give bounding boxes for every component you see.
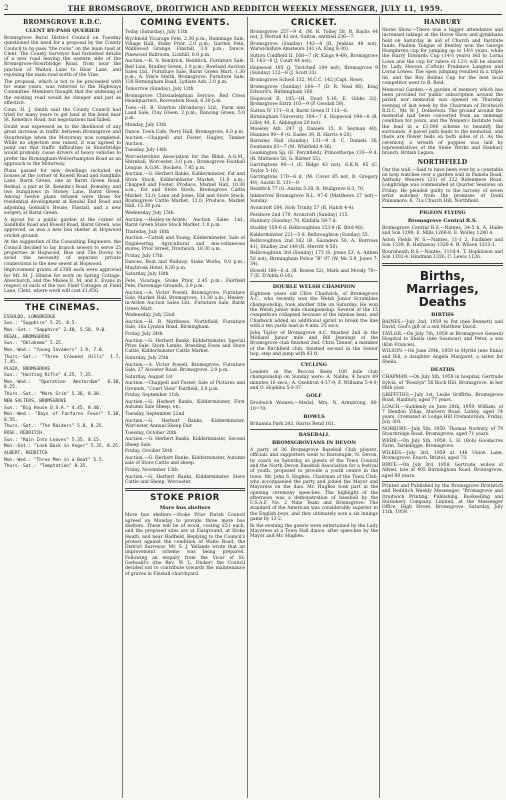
column-3 [250,17,378,798]
column-divider [247,17,248,798]
cricket-heading: CRICKET. [290,18,338,28]
paragraph: Our the wall.—Said to have been over by a constable on loop watches over a garden wall in Pamela Road, Anthony Weavers (23) of 122 Ridenmere Road, Longbridge was commended at Quarter Sessions on Friday. He pleaded guilty to the larceny of seven wrist watches from the premises of Dodd Pinnamore, 6, 71a Church Hill, Northfield. [382,167,503,205]
paragraph: Auction.—Cattell and Young, Kidderminster, Sale of Engineering, Agricultural and mis-cellaneous stores, Prior Street, Droitwich, 10.30 a.m. [125,236,245,252]
paragraph: Mon.-Wed.: "Days of Fanfares Fever" 5.30, 8.55. [4,412,121,423]
paragraph: Mon.-Wed.: "Three Men in a Boat" 5.5. [4,457,105,463]
paragraph: NEW SALTERS, BROMSGROVE [4,398,67,404]
paragraph: Studley 159-6 d, Belbroughton 153-9 (K. Bird 48). [250,225,365,231]
paragraph: Mon.-Wed.: "Young Invaders" 1.9, 7.0. [4,348,105,354]
hanbury-article [382,28,503,157]
paragraph: Birmingham University 104—7 d, Hopwood 194—8 (R. Lilley 44, E. Abbington 20 not). [250,115,378,126]
paragraph: Bromsgrove Christadelphian Service, Red Cross Headquarters, Recreation Road, 6.30 p.m. [125,93,245,105]
bowls-article [250,422,378,427]
paragraph: BAINES.—July 2nd, 1959 to Pat (née Bennett) and David, God's gift of a son Matthew David. [382,320,503,331]
paragraph: The proposal, which is not to be proceeded with for some years, was referred to the Highways Committee. Members thought that the widening of the existing road would be cheaper and just as effective. [4,79,121,106]
paragraph: Thurs.-Sat.: "Three Crowned Hills" 1.7, 7.45. [4,354,121,366]
paragraph: A party of 26 Bromsgrove Baseball Club players, officials and supporters went to Barnstaple, N. Devon, by coach on Saturday as guests of the Town Council and the North Devon Baseball Association for a festival of youth, proposed to provide a youth centre in the town. Mr. John S. Hughes, Chairman of the Town Club, who accompanied the party and joined the Mayor and Mayoress on the dais. Mr. Hughes took part in the opening ceremony speeches. The highlight of the afternoon was a demonstration of baseball by the U.S.A.F. No. 2 Nine Team and Bromsgrove. The standard of the American was considerably superior to the English boys, and they ultimately won a six innings game by 12-2. [250,448,378,523]
paragraph: Sun.: "Sapphire" 5.25, 8.5. [4,321,78,327]
baseball-subheading: BROMSGROVIANS IN DEVON [271,440,357,447]
coming-events-heading: COMING EVENTS. [140,18,230,28]
paragraph: A layout for a public garden at the corner of Sandhills Road and Rowell Road, Barnt Green, was approved, as was a new bus shelter at Hopwood cricket ground. [4,217,121,239]
paragraph: Bromsgrove Rural District Council on Tuesday questioned the need for a proposal by the County Council to by-pass "the rocks" on the main road at Clent. The County Surveyor had furnished details of a new road leaving the eastern side of the Bromsgrove-Stourbridge Road, from near the junction of Walton Lane to Hoar Lane, and rejoining the main road north of the Vine. [4,36,121,79]
paragraph: ROSE, REDDITCH [4,430,42,436]
paragraph: Wychbold Vicarage Fete, 2.30 p.m.; Rummage Sale, Village Hall, Stoke Prior, 2.0 p.m.; Garden Fete, Walkwood Grange, Finstall, 3.0 p.m.; Dance, Pinewood Ballroom, Lickhill, 8.0 p.m. [125,36,245,58]
paragraph: Doubt was expressed as to the likelihood of any great increase in traffic between Bromsgrove and Stourbridge when the Motorway was completed. While no objection was raised, it was agreed to point out that traffic difficulties in Stourbridge would probably cause drivers of heavy vehicles to prefer the Birmingham-Wolverhampton Road as an approach to the Motorway. [4,124,121,167]
hanbury-heading: HANBURY [423,19,462,26]
paragraph: ESSOLDO, LONGBRIDGE [4,314,56,320]
paragraph: Friday, July 24th [125,332,163,338]
paragraph: Dance, Town Cafe, Perry Hall, Bromsgrove, 8.0 p.m. [125,129,245,135]
divider [250,429,378,430]
paragraph: Fete, Vicarage, Stoke Prior, 2.45 p.m.; Fairfield Fete, Parsonage Grounds, 3.0 p.m. [125,278,245,290]
paragraph: Auction.—Healey-in-Arden: Auction Sales Ltd., Barnt Green Store Stock Market, 1.0 p.m. [125,217,245,228]
paragraph: Auction.—G. Herbert Banks, Kidderminster, Worcester Annual Sheep Fair. [125,418,245,430]
paragraph: Bromsgrove 257—9 d. (M. R. Tolley 58, R. Baylis 44 not, J. Worrall 42 not, Sutton, entitled 236—7. [250,30,378,41]
paragraph: REGAL, BROMSGROVE [4,334,51,340]
paragraph: Plans passed for new dwellings included six houses at the corner of Rowell Road and Sandhills Lane, Barnt Green, one at Barnt Green Road, Rednal, a pair at St. Kenelm's Road, Romsley, and two bungalows in Stoney Lane, Barnt Green. Among twelve plans refused were those for residential development at Kendal End Road and adjoining Godsall's House, Finstall, and a new surgery at Barnt Green. [4,168,121,217]
deaths-heading: DEATHS [430,367,455,374]
cinema-listings [4,315,121,470]
cycling-article [250,370,378,391]
paragraph: Avoncroft 184, Holy Trinity 57 (R. Hatch 4-4). [250,205,355,211]
paragraph: BIRTE.—On July 3rd, 1959, Gertrude, widow of Alfred, late of 405 Birmingham Road, Bromsgrove, aged 90 years. [382,463,503,479]
paragraph: PLAZA, BROMSGROVE [4,366,51,372]
paragraph: At the suggestion of the Consulting Engineers, the Council decided to lay branch sewers to serve 25 properties at Hopwood, Rise and The Dovey, to avoid the necessity of separate private connections to the new sewer at Hopwood. [4,240,121,267]
divider [382,207,503,208]
divider [4,298,121,301]
paragraph: Thursday, July 16th [125,229,170,235]
births-heading: BIRTHS [431,312,454,319]
paragraph: More bus shelters.—Stoke Prior Parish Council agreed on Monday to provide three more bus shelters. These will be of wood, costing £51 each, and the proposed sites are at Fairground, at Stoke Heath, and near Hadfield. Replying to the Council's protest against the condition of Walte Road, the District Surveyor, Mr. S. J. Yellands wrote that an improvement scheme was being prepared. Following an enquiry from the Vicar of St. Godwald's (the Rev. W. L. Dicker) the Council decided not to contribute towards the maintenance of graves in Finstall churchyard. [125,513,245,577]
northfield-article [382,168,503,205]
paragraph: Auction.—A. Victor Powell, Bromsgrove, Furniture Sale, 27 Alcester Road, Bromsgrove, 2.0 p.m. [125,362,245,374]
paragraph: Pershore 2nd 179, Avoncroft (Sunday) 115. [250,212,349,218]
paragraph: Bromsgrove Central R.S.—Nantes, 34-5 h. A. Hadle and Son 1290, E. Mills 1268-8, E. Wolley 1280 4. [382,225,503,236]
masthead [4,2,502,15]
rdc-subheading: CLENT BY-PASS QUERIED [25,28,100,34]
paragraph: Saturday, July 25th [125,356,169,362]
column-divider [122,17,123,798]
paragraph: Friday, July 17th [125,253,163,259]
paragraph: Sutton IV 171—8 d, Barnt Green II 113—6. [250,108,349,114]
paragraph: Hopwood 185 (J. Twitchell 109 not), Bromsgrove 9 (Sunday) 122—8 (J. Scott 33). [250,65,378,77]
paragraph: LOACH.—Suddenly on June 28th, 1959, William, of 7 Hendon Villas, Malvern Road, Lickey, aged 74 years. Cremated at Lodge Hill Crematorium, Friday, July 3rd. [382,404,503,426]
paragraph: Barnsley Hall (Sunday) 131—9 d. C. Daniels 36, Dontients 63—7 (M. Whitfield 4-36). [250,139,378,150]
pigeon-heading: PIGEON FLYING [419,209,466,216]
stoke-prior-article [125,513,245,577]
pigeon-results [382,226,503,261]
northfield-heading: NORTHFIELD [417,158,468,166]
paragraph: Auction.—Chappell and Foster, Sale of Pictures and Grounds, "Court View" Fairfield, 3.0 p.m. [125,381,245,392]
rdc-heading: BROMSGROVE R.D.C. [23,19,102,26]
paragraph: Friday, November 13th [125,468,178,474]
paragraph: Dances, Boat and Railway, Stoke Works, 8.0 p.m.; Maybrook Hotel, 8.30 p.m. [125,260,245,271]
births-list [382,320,503,365]
divider [250,359,378,360]
paragraph: Leamington Sp. (E. Perchfield), Princethorpe 133—9 d. (R. Mathews 56, G. Barber 55). [250,151,378,162]
paragraph: Auction.—G. Herbert Banks, Kidderminster, Second Sheep Sale. [125,437,245,448]
paragraph: Bromsgrove School 132, M.C.C. 142 (Capt. Rose). [250,77,364,83]
paragraph: WILKES.—July 3rd, 1959 at 146 Union Lane, Bromsgrove, Enoch, Bristol, aged 73. [382,451,503,462]
paragraph: Thurs.-Sat.: "Mark Grim" 5.36, 8.30. [4,392,102,398]
paragraph: Moseley Ath. 247 (J. Daniels 15, 8. Seyman 40), Hunnies 90—9 (G. Eades 39, R. Harris 4-20). [250,127,378,138]
paragraph: Wednesday, July 22nd [125,313,175,319]
baseball-article [250,448,378,539]
column-2 [125,17,245,798]
paragraph: WILSON.—On June 29th, 1959 to Myrtle (née Enna) and Bill, a daughter Angela Margaret, a sister for Sheila. [382,349,503,366]
births-marriages-deaths-title: Births, Marriages, Deaths [406,269,479,310]
paragraph: Sun.: "Big House U.S.A." 4.45, 8.40. [4,405,102,411]
paragraph: John Taylor of Bromsgrove A.C. finished 2nd in the Midland Junior mile and Bill Jennings of the Bromsgrove club finished 2nd. Chris Tanner, a member of the Birchfield club, finished second in the Senior hop, step and jump with 43 ft. [250,330,378,357]
paragraph: Tuesday, July 14th [125,148,167,154]
paragraph: Mon.-Wed.: "Operation Amsterdam" 6.38, 8.25. [4,380,121,391]
stoke-prior-subheading: More bus shelters [159,505,211,512]
paragraph: Inkberrow Bromsgrove R.L. 97-6 (Matthews 27 not)—Sunday. [250,193,378,205]
paragraph: Mon.-Sat.: "Look Back in Anger" 5.35, 8.25. [4,444,121,450]
paragraph: Hopwood II. 105—(H. Dood 5-16, E. Gibbs 32), Bromsgrove Extra 103—9 (P. Goodall 59). [250,96,378,107]
paragraph: Thurs.-Sat.: "The Raiders" 5.0, 8.25. [4,424,105,430]
paragraph: Memorial Garden.—A garden of memory which has been provided for public subscription around the parish war memorial was opened on Thursday evening of last week by the Chairman of Droitwich R.D.C., Mr. W. J. Dolherson. The ground around the memorial had been converted from an unkempt condition for years, and the Women's Institute took the lead in a £1,000 scheme to beautify the surrounds. A paved path leads to the memorial, and there are flower beds on both sides of it. As the ceremony a wreath of poppies was laid by representatives of the Stoke Works and Hanbury branch, British Legion. [382,87,503,157]
paragraph: Thurs.-Sat.: "Temptation" 8.35. [4,464,88,470]
paragraph: Bournheath R.S.—Nantes, 1118-4, T. Hopkinson and Son 1102-4. Hindman 1326, C. Lewis 1126. [382,249,503,260]
paragraph: Sun.: "Rain Into Leaves" 5.35, 8.15. [4,437,102,443]
paragraph: Improvement grants of £300 each were approved for Mr. M. J. Hinton for work on Spring Cottage, Alvechurch, and the Misses E. M. and E. Evans in respect of each of the two Field Cottages at Field Lane, Clent, where work will cost £1,650. [4,268,121,295]
paragraph: Garringtons 170—6 d. (M. Cover 85 not, B. Gregory 40), Austin II. 131—9. [250,175,378,186]
paragraph: Redditch 77 (G. Austin 5-28, R. Mullgrave 8.3, 70. [250,187,365,193]
paragraph: Droitwich Women.—Medal, Mrs. N. Armstrong, 80-10=70. [250,401,378,412]
paragraph: ALBERT, REDDITCH [4,450,48,456]
paragraph: Bromsgrove (Sunday) 164—7 (D. R. Neal 66), King Edward's, Birmingham 160. [250,84,378,95]
paragraph: Kidderminster 221—5 d. Belbroughton (Sunday) 55. [250,232,370,238]
paragraph: Garringtons 90—1 (F. Ridge 43 not), G.K.N. 85 (C. Taylor 5-16). [250,163,378,174]
paragraph: CHAPMAN.—On July 5th, 1959 in hospital, Gertrude Sylvia, of "Rosslyn" 56 Rock Hill, Bromsgrove, in her 86th year. [382,375,503,391]
paragraph: GRIFFITHS.—July 1st, Leslie Griffiths, Bromsgrove Road, Hanbury, aged 77 years. [382,392,503,403]
paragraph: Friday, October 30th [125,449,173,455]
paragraph: WEBB.—On July 5th, 1959, L. H. (Bob) Goodacres Farm, Tardebigge, Bromsgrove. [382,439,503,450]
paragraph: Auction.—Chappell and Foster, Hagley, Timber Auction. [125,136,245,147]
paragraph: Auction.—G. Herbert Banks, Kidderminster, Fat and Store Stock, Kidderminster Market, 11.0 a.m.; Chappell and Foster, Produce, Market Hall, 10.30 a.m., Fat and Store Stock, Bromsgrove Cattle Market, 12.0; Lane and Jones, Eld and Store Stock, Bromsgrove Cattle Market, 12.0; Produce, Market Hall, 12.30 p.m. [125,172,245,210]
divider [382,263,503,266]
coming-events-list [125,30,245,485]
rdc-article [4,36,121,295]
paragraph: Auction.—G. Herbert Banks, Kidderminster, Autumn sale of Store Cattle and sheep. [125,456,245,467]
paragraph: Saturday, July 18th [125,272,169,278]
stoke-prior-heading: STOKE PRIOR [150,493,220,504]
paragraph: Today (Saturday), July 11th [125,30,188,35]
paragraph: Tomorrow (Sunday), July 12th [125,87,194,93]
paragraph: Sun.: "Hunting Rifle" 4.25, 7.25. [4,373,94,379]
page-number: 2 [4,4,9,12]
paragraph: Bromsgrove (Sunday) 142—8 (R. Jenkins 48 not), Warwickshire Amateurs 141 (A. King 8-30). [250,41,378,53]
paragraph: Tues.—H. B. Everton (Broadway) Ltd., Farm and Land Sale, Clay Green, 2 p.m.; Dancing Green, 5.0 p.m. [125,105,245,122]
paragraph: Monday, July 13th [125,123,167,129]
paragraph: Auction.—G. Herbert Banks, Kidderminster, First Autumn Sale Sheep, etc. [125,400,245,411]
bowls-heading: BOWLS [303,413,325,420]
cycling-heading: CYCLING [300,362,328,369]
paragraph: Auction.—H. B. Matthews, Northfield, Furniture Sale, 16a Lyndon Road, Birmingham. [125,320,245,331]
paragraph: Hanbury (Sunday) 70, Kinfalla 59-7 d. [250,219,337,225]
paragraph: Auction.—R. A. Kendrick, Redditch, Furniture Sale, Red Lion, Bradley Green, 1.0 p.m.; Rowland Auction Sales Ltd., Furniture Sale, Barnt Green Mart, 1.30 p.m.; A. Vince Smith, Bromsgrove, Furniture Sale, 138 Birmingham Road, Lydiate Ash, 2.0 p.m. [125,59,245,86]
paragraph: Wednesday, July 15th [125,210,174,216]
column-divider [379,17,380,798]
paragraph: Leaders in the Boccon Rests 100 mile club championship on Sunday were: A. Nabbs, 4 hours 49 minutes 16 secs.; A. Oseldron 4-57-9; F. Williams 5-4-0; and O. Hopkins 5-9-37. [250,370,378,391]
double-welsh-heading: DOUBLE WELSH CHAMPION [272,284,356,291]
paragraph: TAYLOR.—On July 7th, 1959 at Bromsgrove General Hospital to Sheila (née Seamour) and Peter, a son (Kim Frances). [382,332,503,348]
cricket-results [250,30,378,279]
paragraph: Auction.—G. Herbert Banks, Kidderminster, Store Cattle and Sheep, Worcester. [125,474,245,486]
double-welsh-article [250,292,378,357]
paragraph: Howell 189—6 d. (B. Bowes 52), Mark and Moody 70—7 (E. D'Adda 6-16). [250,268,378,279]
column-4 [382,17,503,798]
imprint: Printed and Published by the Bromsgrove Droitwich and Redditch Weekly Messenger, "Bromsgrove and Droitwich Printing, Publishing, Bookselling and Stationery Company, Limited, at the Messenger Office, High Street, Bromsgrove. Saturday, July 11th, 1959. [382,484,503,516]
masthead-title: THE BROMSGROVE, DROITWICH AND REDDITCH WEEKLY MESSENGER, JULY 11, 1959. [67,3,443,13]
paragraph: Britannia Park 243, Harris Bend 161. [250,421,336,427]
pigeon-subheading: Bromsgrove Central R.S. [407,217,478,224]
baseball-heading: BASEBALL [298,432,330,439]
paragraph: Eighteen years old Clive Chadwick, of Bromsgrove A.C., who recently won the Welsh Junior Scrambles championship, took another title on Saturday. He won the Welsh junior mile championship. Several of the 15 competitors collapsed because of the intense heat, and Chadwick added an additional sprint to break the line with a ten yards lead in 4 min. 25 secs. [250,292,378,329]
paragraph: Horse Show.—There was a bigger attendance and increased takings at the Horse Show and gymkhana held on Saturday in aid of Church and Institute funds. Pauline Tongue of Bentley won the George Humphreys cup for jumping up to 14½ years, while the Harry Edwards Cup (14½ years) fell to Lorna Lowe and the cup for riders of 12½ will be shared by Lady Heyson (Cofton) Prudence Langton and Lorna Lowes. The open jumping resulted in a triple tie, and the Roy Rollins Cup for the best local competitor went to B. Reid. [382,28,503,86]
divider [250,281,378,282]
golf-article [250,401,378,412]
paragraph: Sun.: "Oklahoma" 5.25. [4,341,64,347]
divider [125,488,245,491]
column-1 [4,17,121,798]
paragraph: Sutton Coldfield II. 168—7 (R. Kings 9-49), Bromsgrove II. 143—6 (J. Court 44 not). [250,53,378,65]
paragraph: In the evening the guests were entertained by the Lady Mayoress at a Town Hall dance, after speeches by the Mayor and Mr. Hughes. [250,523,378,540]
paragraph: Worcestershire Association for the Blind, A.G.M., Shirehall, Worcester, 3.0 p.m.; Bromsgrove Football League, A.G.M., Rockets, 7.45 p.m. [125,155,245,171]
cinemas-heading: THE CINEMAS. [25,302,100,313]
paragraph: Tuesday, September 22nd [125,412,185,418]
paragraph: Tuesday, October 20th [125,430,177,436]
paragraph: Auction.—G. Herbert Banks, Kidderminster, Special Prize Sale, Store Lambs, Breeding Ewes and Store Cattle, Kidderminster Cattle Market. [125,338,245,355]
deaths-list [382,375,503,479]
paragraph: Aston Fields W. S.—Nantes, 11-1 2. Faulkner and Son 1339, R. Hathaway 1326-4. R. Wilson 1313-1. [382,237,503,248]
paragraph: Saturday, August 1st [125,374,173,380]
golf-heading: GOLF [306,393,322,400]
paragraph: Coun. H. J. Smith said the County Council had tried for many years to get land at the bend near St. Kenelm's Road, but negotiations had failed. [4,107,121,124]
paragraph: Friday, September 11th [125,393,180,399]
paragraph: NORBURY.—July 5th, 1959, Thomas Norbury, of 79 Stourbridge Road, Bromsgrove, aged 71 years. [382,427,503,438]
paragraph: Mon.-Sat.: "Sapphire" 2.40, 5.50, 9.0. [4,328,107,334]
paragraph: Auction.—A. Victor Powell, Bromsgrove, Furniture Sale, Market Hall, Bromsgrove, 11.30 a.m.; Healey-in-Arden Auction Sales Ltd., Furniture Sale, Barnt Green Mart. [125,290,245,312]
paragraph: Belbroughton 2nd 162 (B. Saunders 50, A. Burrows 41), Studley 2nd 149 (R. Merritt 4-50). [250,239,378,250]
paragraph: Belbroughton 3rd (Sunday) 173 (S. Jones 53, A. Aitken 50 not), Birmingham Police "B" 97 (W. Mc 5.9, Jones 7-34). [250,251,378,267]
divider [382,481,503,482]
